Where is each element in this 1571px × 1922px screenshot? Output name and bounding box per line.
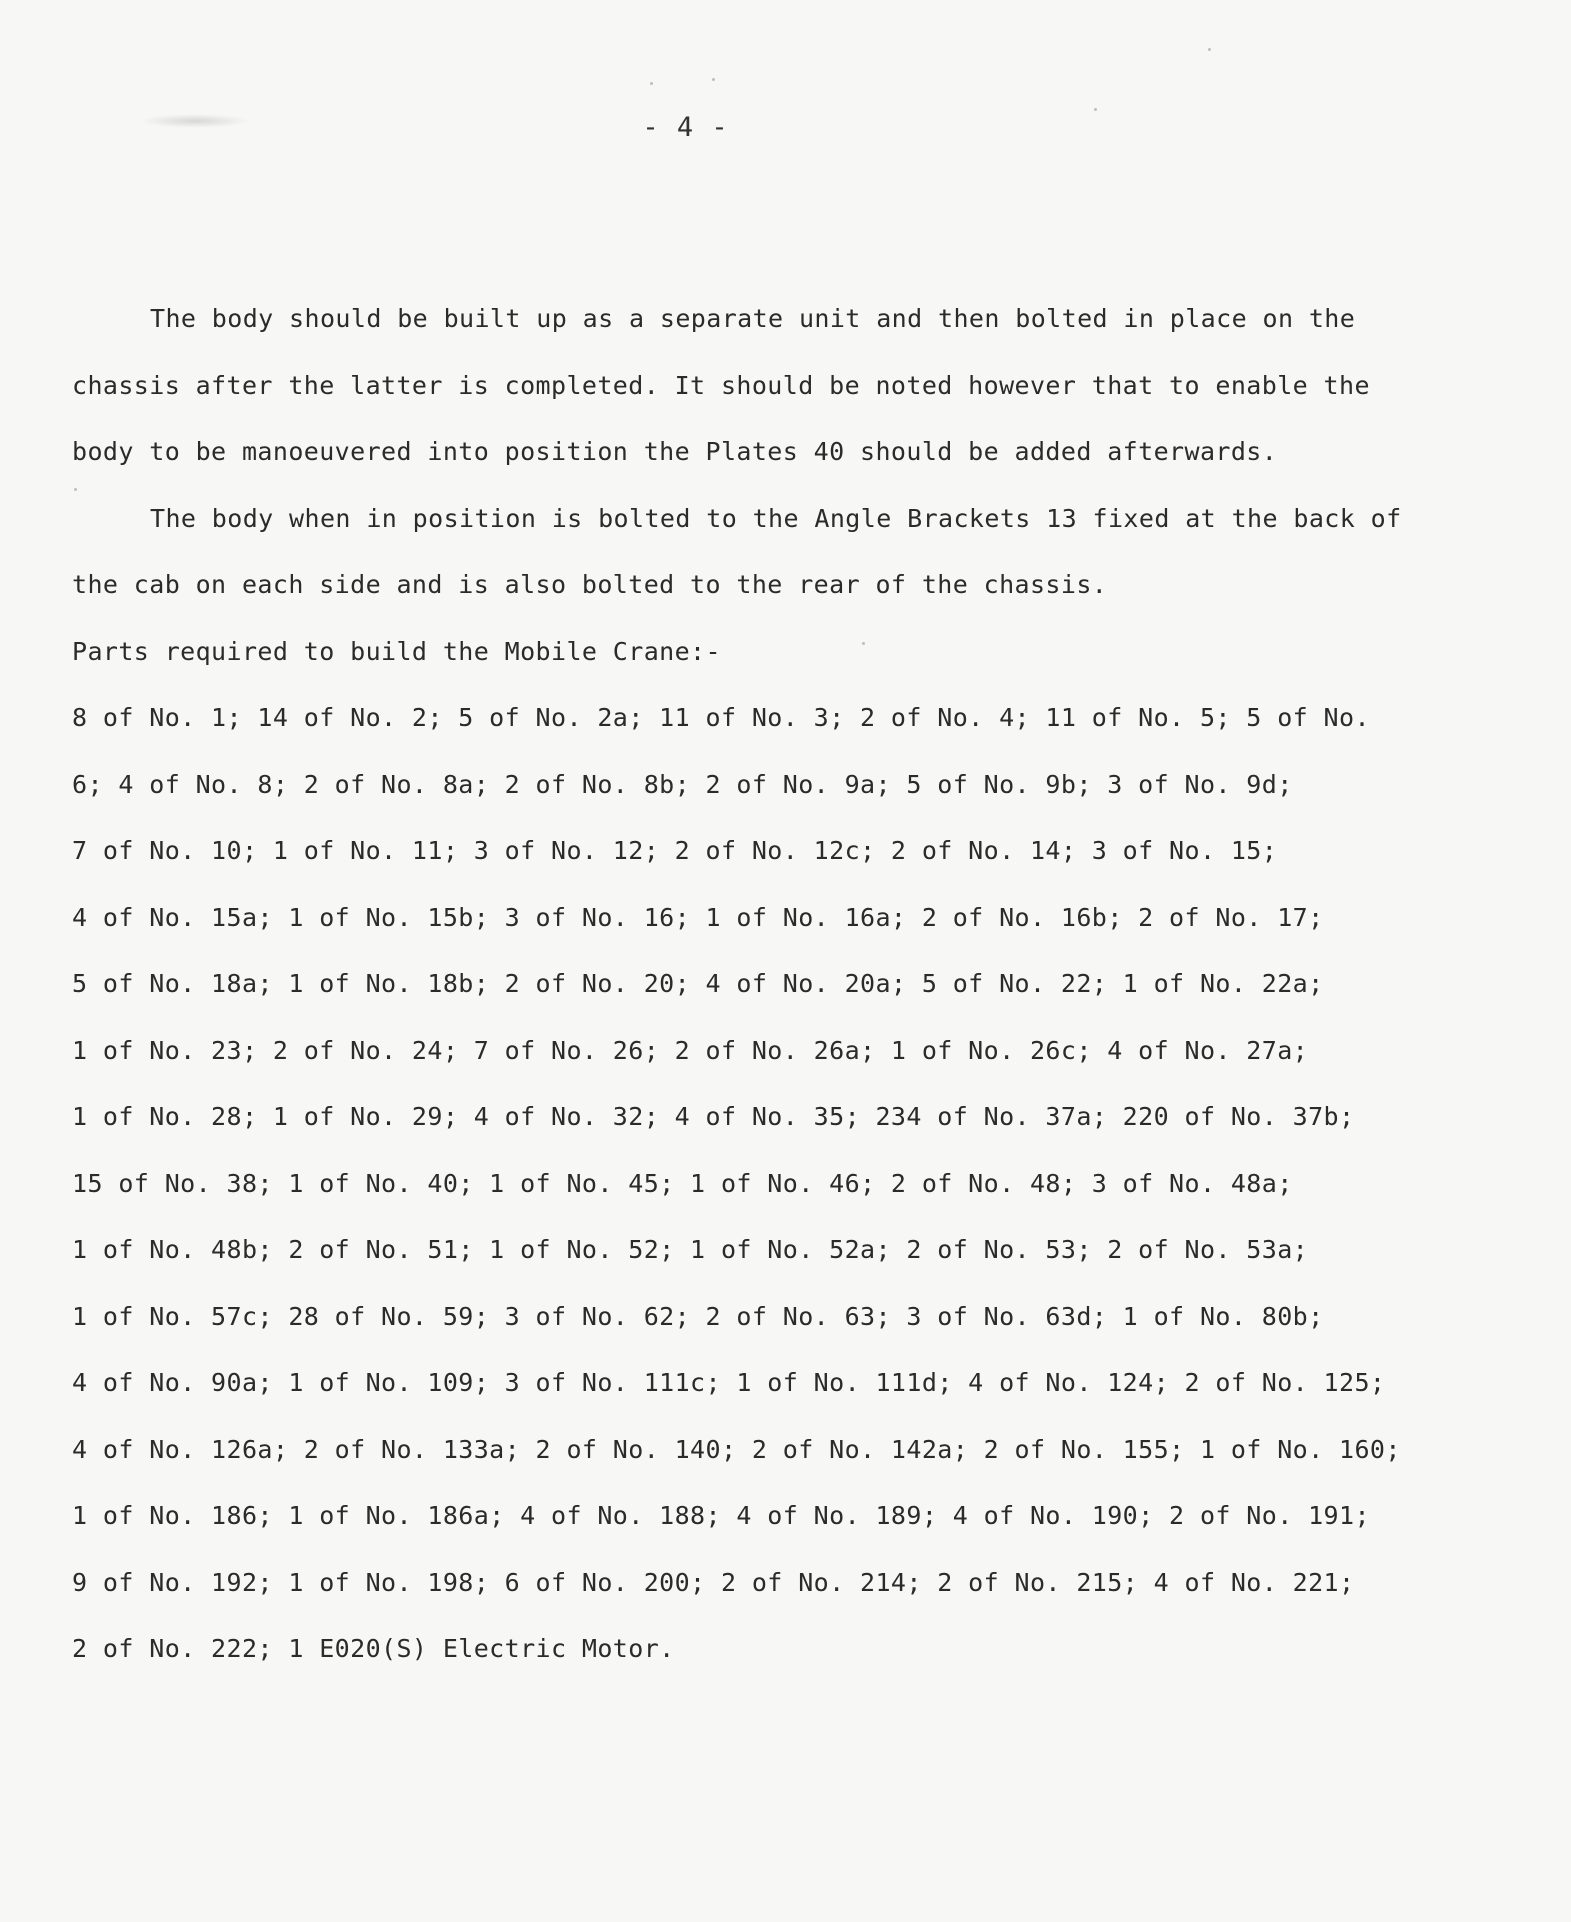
parts-list-line: 1 of No. 57c; 28 of No. 59; 3 of No. 62; 2 of No. 63; 3 of No. 63d; 1 of No. 80b; <box>72 1301 1324 1331</box>
parts-list-line: 4 of No. 90a; 1 of No. 109; 3 of No. 111c; 1 of No. 111d; 4 of No. 124; 2 of No. 125; <box>72 1368 1386 1397</box>
parts-list-line: 15 of No. 38; 1 of No. 40; 1 of No. 45; 1 of No. 46; 2 of No. 48; 3 of No. 48a; <box>72 1168 1293 1198</box>
parts-list-line: 1 of No. 48b; 2 of No. 51; 1 of No. 52; 1 of No. 52a; 2 of No. 53; 2 of No. 53a; <box>72 1235 1309 1264</box>
text-line: the cab on each side and is also bolted to the rear of the chassis. <box>72 570 1108 599</box>
text-line: chassis after the latter is completed. It should be noted however that to enable the <box>72 370 1370 400</box>
parts-list-line: 4 of No. 126a; 2 of No. 133a; 2 of No. 140; 2 of No. 142a; 2 of No. 155; 1 of No. 160; <box>72 1434 1401 1464</box>
parts-list-line: 8 of No. 1; 14 of No. 2; 5 of No. 2a; 11 of No. 3; 2 of No. 4; 11 of No. 5; 5 of No. <box>72 703 1370 732</box>
parts-heading: Parts required to build the Mobile Crane:- <box>72 636 721 666</box>
paper-speck <box>1094 108 1097 111</box>
parts-list-line: 7 of No. 10; 1 of No. 11; 3 of No. 12; 2 of No. 12c; 2 of No. 14; 3 of No. 15; <box>72 836 1278 865</box>
parts-list-line: 5 of No. 18a; 1 of No. 18b; 2 of No. 20; 4 of No. 20a; 5 of No. 22; 1 of No. 22a; <box>72 969 1324 998</box>
parts-list-line: 4 of No. 15a; 1 of No. 15b; 3 of No. 16; 1 of No. 16a; 2 of No. 16b; 2 of No. 17; <box>72 902 1324 932</box>
parts-list-line: 1 of No. 28; 1 of No. 29; 4 of No. 32; 4 of No. 35; 234 of No. 37a; 220 of No. 37b; <box>72 1102 1355 1131</box>
text-line: body to be manoeuvered into position the Plates 40 should be added afterwards. <box>72 437 1278 466</box>
parts-list-line: 1 of No. 186; 1 of No. 186a; 4 of No. 188; 4 of No. 189; 4 of No. 190; 2 of No. 191; <box>72 1501 1370 1530</box>
parts-list-line: 1 of No. 23; 2 of No. 24; 7 of No. 26; 2 of No. 26a; 1 of No. 26c; 4 of No. 27a; <box>72 1035 1309 1065</box>
parts-list-line: 2 of No. 222; 1 E020(S) Electric Motor. <box>72 1634 675 1663</box>
paper-speck <box>712 78 715 81</box>
body-text <box>72 286 1532 1683</box>
text-line: The body should be built up as a separate unit and then bolted in place on the <box>150 304 1356 333</box>
parts-list-line: 6; 4 of No. 8; 2 of No. 8a; 2 of No. 8b; 2 of No. 9a; 5 of No. 9b; 3 of No. 9d; <box>72 769 1293 799</box>
paper-speck <box>650 82 653 85</box>
text-line: The body when in position is bolted to the Angle Brackets 13 fixed at the back of <box>150 503 1402 533</box>
paper-speck <box>1208 48 1211 51</box>
parts-list-line: 9 of No. 192; 1 of No. 198; 6 of No. 200; 2 of No. 214; 2 of No. 215; 4 of No. 221; <box>72 1567 1355 1597</box>
page-number: - 4 - <box>642 112 729 143</box>
